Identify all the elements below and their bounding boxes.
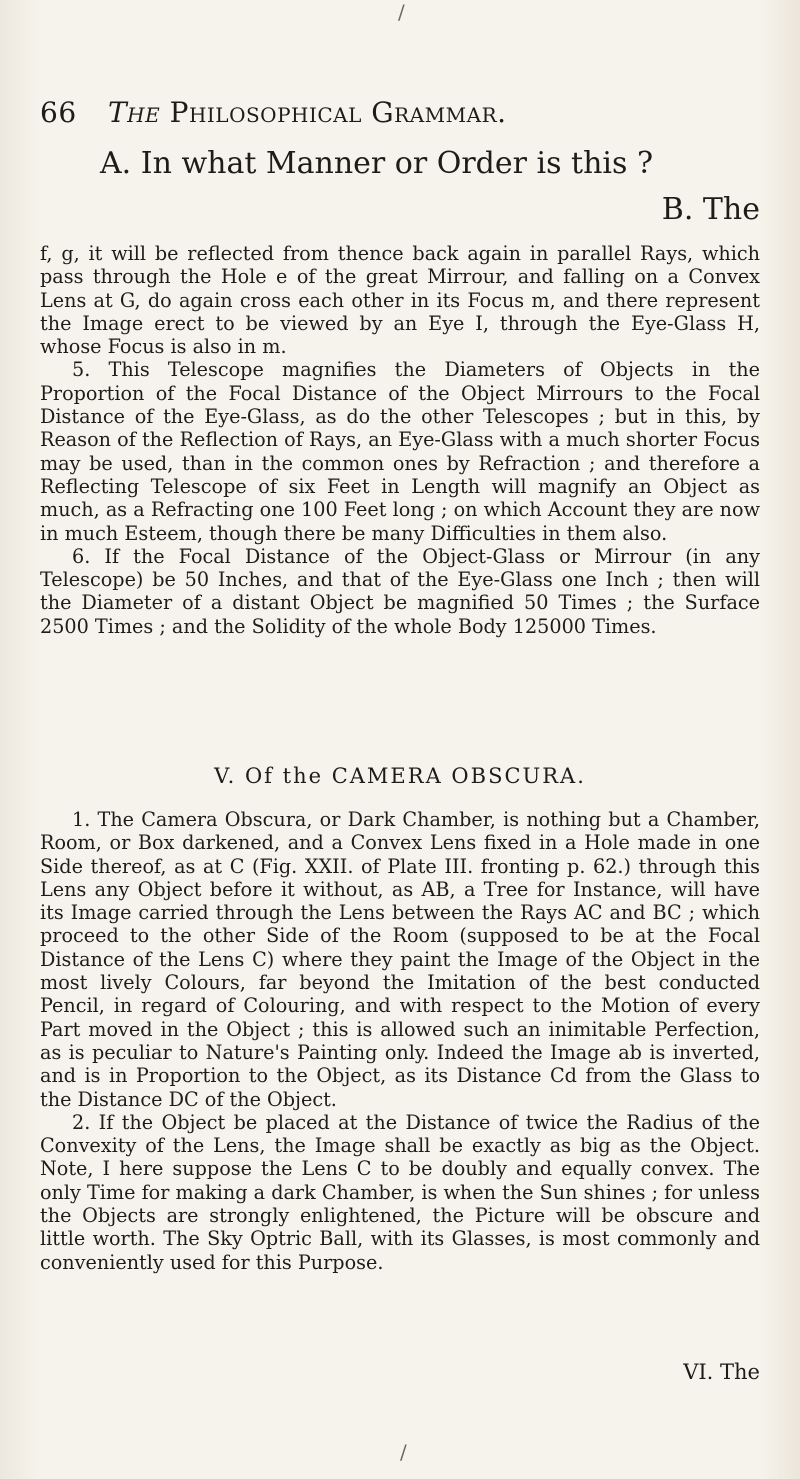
running-header xyxy=(40,96,760,136)
running-title xyxy=(108,96,507,129)
body-text-upper xyxy=(40,242,760,638)
running-title-italic: The xyxy=(108,96,161,129)
section-heading: V. Of the CAMERA OBSCURA. xyxy=(214,764,586,788)
body-text-lower xyxy=(40,808,760,1274)
dialogue-question: A. In what Manner or Order is this ? xyxy=(100,146,654,181)
paragraph-continued: f, g, it will be reflected from thence back again in parallel Rays, which pass through the Hole e of the great Mirrour, and falling on a Convex Lens at G, do again cross each other in its Focus m, and there represent the Image erect to be viewed by an Eye I, through the Eye-Glass H, whose Focus is also in m. xyxy=(40,242,760,359)
page-number: 66 xyxy=(40,96,77,129)
scan-mark-top: / xyxy=(398,0,405,24)
catchword-top: B. The xyxy=(661,192,760,227)
paragraph-1: 1. The Camera Obscura, or Dark Chamber, is nothing but a Chamber, Room, or Box darkened, and a Convex Lens fixed in a Hole made in one Side thereof, as at C (Fig. XXII. of Plate III. fronting p. 62.) through this Lens any Object before it without, as AB, a Tree for Instance, will have its Image carried through the Lens between the Rays AC and BC ; which proceed to the other Side of the Room (supposed to be at the Focal Distance of the Lens C) where they paint the Image of the Object in the most lively Colours, far beyond the Imitation of the best conducted Pencil, in regard of Colouring, and with respect to the Motion of every Part moved in the Object ; this is allowed such an inimitable Perfection, as is peculiar to Nature's Painting only. Indeed the Image ab is inverted, and is in Proportion to the Object, as its Distance Cd from the Glass to the Distance DC of the Object. xyxy=(40,808,760,1111)
running-title-rest: Philosophical Grammar. xyxy=(160,96,507,129)
scan-mark-bottom: / xyxy=(400,1440,407,1464)
paragraph-5: 5. This Telescope magnifies the Diameters of Objects in the Proportion of the Focal Distance of the Object Mirrours to the Focal Distance of the Eye-Glass, as do the other Telescopes ; but in this, by Reason of the Reflection of Rays, an Eye-Glass with a much shorter Focus may be used, than in the common ones by Refraction ; and therefore a Reflecting Telescope of six Feet in Length will magnify an Object as much, as a Refracting one 100 Feet long ; on which Account they are now in much Esteem, though there be many Difficulties in them also. xyxy=(40,358,760,545)
paragraph-2: 2. If the Object be placed at the Distance of twice the Radius of the Convexity of the Lens, the Image shall be exactly as big as the Object. Note, I here suppose the Lens C to be doubly and equally convex. The only Time for making a dark Chamber, is when the Sun shines ; for unless the Objects are strongly enlightened, the Picture will be obscure and little worth. The Sky Optric Ball, with its Glasses, is most commonly and conveniently used for this Purpose. xyxy=(40,1110,760,1274)
catchword-bottom: VI. The xyxy=(683,1360,760,1384)
paragraph-6: 6. If the Focal Distance of the Object-Glass or Mirrour (in any Telescope) be 50 Inches, and that of the Eye-Glass one Inch ; then will the Diameter of a distant Object be magnified 50 Times ; the Surface 2500 Times ; and the Solidity of the whole Body 125000 Times. xyxy=(40,544,760,638)
